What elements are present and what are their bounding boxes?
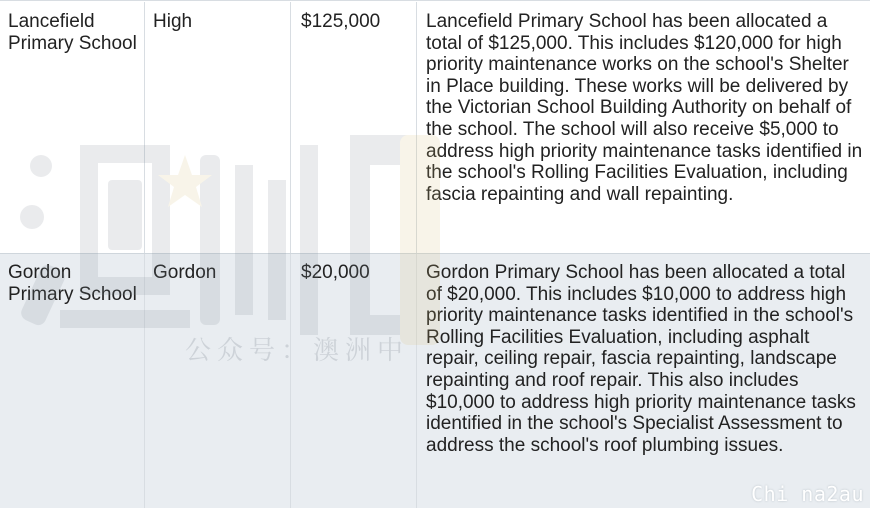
watermark-corner-text: Chi na2au bbox=[751, 482, 864, 506]
watermark-text: 公众号：澳洲中 bbox=[185, 336, 410, 366]
table-row bbox=[0, 2, 870, 253]
description-cell: Gordon Primary School has been allocated a total of $20,000. This includes $10,000 to address high priority maintenance tasks identified in the school's Rolling Facilities Evaluation, including asphalt repair, ceiling repair, fascia repainting, landscape repainting and roof repair. This also includes $10,000 to address high priority maintenance tasks identified in the school's Specialist Assessment to address the school's roof plumbing issues. bbox=[416, 254, 870, 508]
amount-cell: $125,000 bbox=[290, 2, 416, 253]
description-cell: Lancefield Primary School has been allocated a total of $125,000. This includes $120,000 for high priority maintenance works on the school's Shelter in Place building. These works will be delivered by the Victorian School Building Authority on behalf of the school. The school will also receive $5,000 to address high priority maintenance tasks identified in the school's Rolling Facilities Evaluation, including fascia repainting and wall repainting. bbox=[416, 2, 870, 253]
school-name-cell: Lancefield Primary School bbox=[8, 11, 137, 54]
priority-cell: Gordon bbox=[144, 254, 290, 508]
priority-cell: High bbox=[144, 2, 290, 253]
table-row bbox=[0, 254, 870, 508]
school-name-cell: Gordon Primary School bbox=[8, 262, 137, 305]
amount-cell: $20,000 bbox=[290, 254, 416, 508]
